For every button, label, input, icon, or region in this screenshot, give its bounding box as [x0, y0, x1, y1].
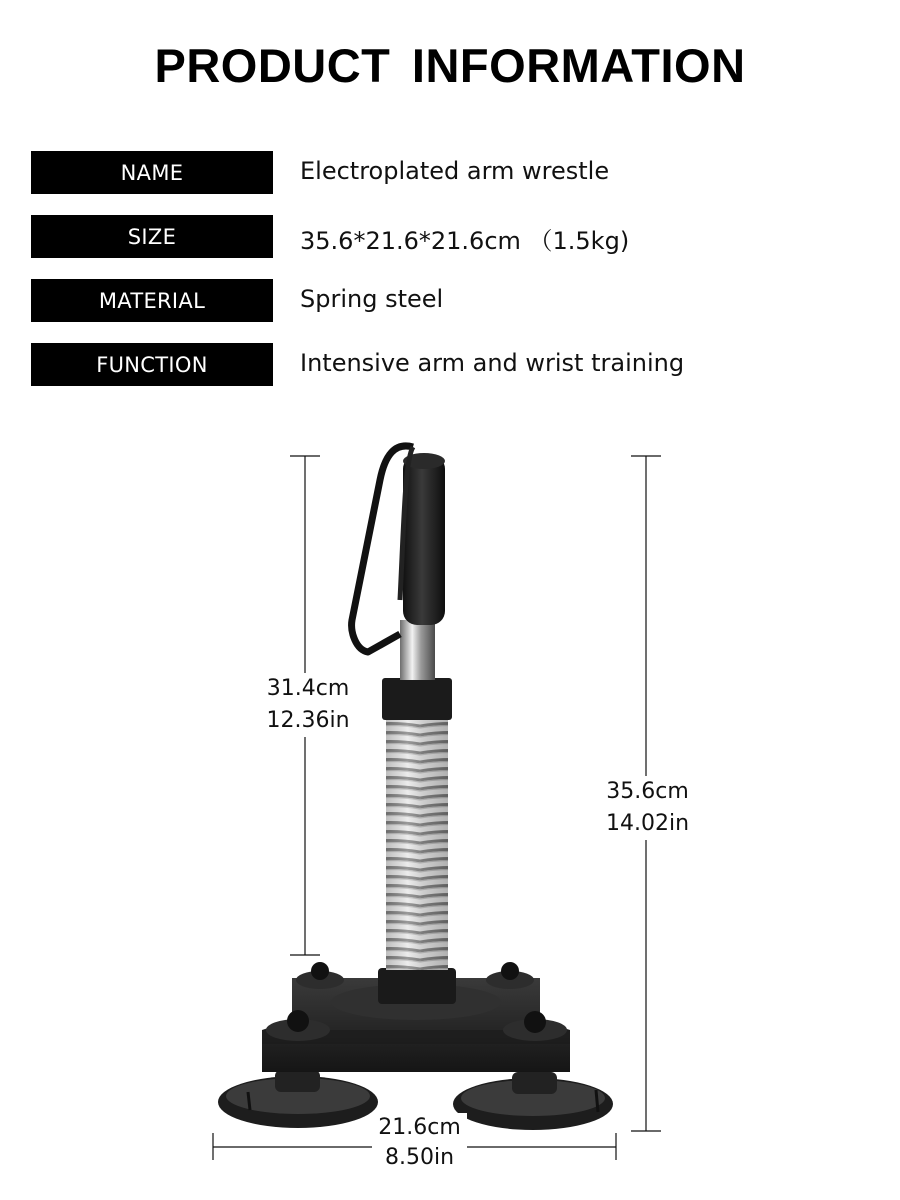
base-width-in: 8.50in [384, 1145, 455, 1170]
total-height-cm: 35.6cm [606, 779, 689, 804]
base-width-cm: 21.6cm [378, 1115, 461, 1140]
spec-row-function [31, 343, 791, 387]
product-figure [0, 420, 900, 1200]
spec-row-name [31, 151, 791, 195]
spec-row-size [31, 215, 791, 259]
spring-height-cm: 31.4cm [266, 676, 350, 701]
total-height-label [600, 776, 695, 840]
spec-value-name: Electroplated arm wrestle [300, 157, 610, 185]
spec-value-material: Spring steel [300, 285, 444, 313]
spec-value-function: Intensive arm and wrist training [300, 349, 685, 377]
base-width-label [372, 1113, 467, 1173]
spec-label-material: MATERIAL [31, 279, 273, 322]
arm-wrestle-trainer-icon [218, 446, 613, 1130]
spec-value-size: 35.6*21.6*21.6cm （1.5kg) [300, 227, 630, 255]
page-title: PRODUCT INFORMATION [154, 39, 746, 92]
spring-height-label [263, 673, 353, 737]
spec-label-size: SIZE [31, 215, 273, 258]
spec-label-function: FUNCTION [31, 343, 273, 386]
spring-height-in: 12.36in [266, 708, 350, 733]
spec-row-material [31, 279, 791, 323]
spec-label-name: NAME [31, 151, 273, 194]
total-height-in: 14.02in [605, 811, 690, 836]
